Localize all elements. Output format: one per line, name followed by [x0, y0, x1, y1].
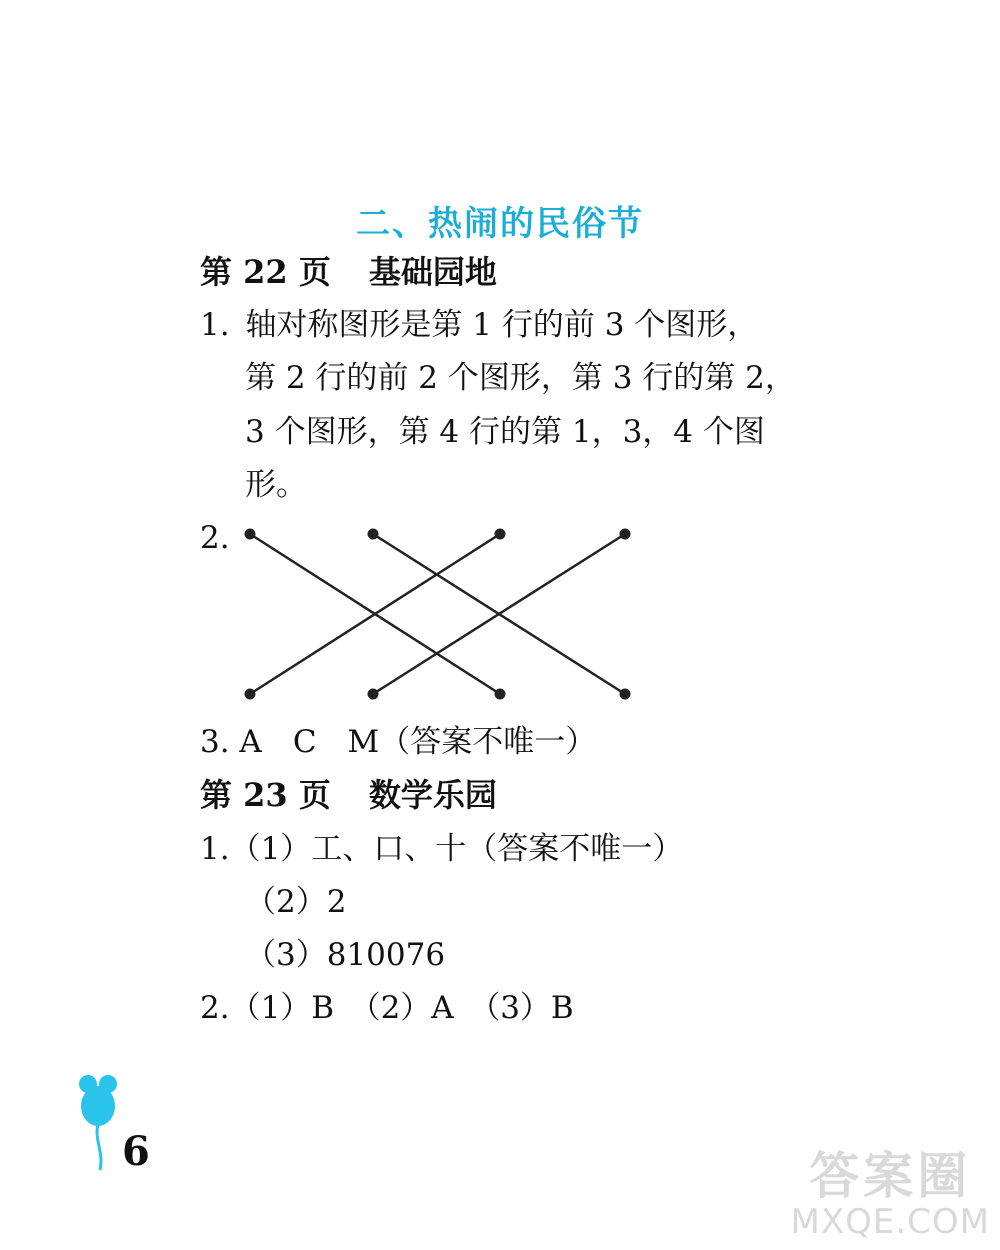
page23-heading-title: 数学乐园: [368, 776, 497, 814]
bottom-dot: [620, 689, 631, 700]
top-dot: [245, 529, 256, 540]
page23-heading: [200, 775, 497, 815]
p23-q2: 2.（1）B （2）A （3）B: [200, 990, 574, 1026]
top-dot: [620, 529, 631, 540]
top-dot: [368, 529, 379, 540]
q1-line-1: [200, 305, 758, 345]
bottom-dot: [368, 689, 379, 700]
mascot-icon: [74, 1070, 124, 1180]
q3-answer: 3. A C M（答案不唯一）: [200, 724, 597, 760]
watermark-bottom: MXQE.COM: [790, 1202, 990, 1242]
q1-label: 1.: [200, 307, 230, 343]
q1-line-4: 形。: [245, 467, 307, 503]
bottom-dot: [495, 689, 506, 700]
matching-diagram: [230, 520, 650, 710]
section-title: 二、热闹的民俗节: [356, 204, 644, 244]
watermark: [790, 1136, 990, 1242]
page22-heading: [200, 252, 497, 292]
q1-line-2: 第 2 行的前 2 个图形，第 3 行的第 2，: [245, 360, 796, 396]
watermark-top: 答案圈: [809, 1147, 972, 1205]
top-dot: [495, 529, 506, 540]
page22-heading-title: 基础园地: [368, 253, 497, 291]
p23-q1-part1: 1.（1）工、口、十（答案不唯一）: [200, 831, 684, 867]
page-number: 6: [122, 1128, 150, 1175]
p23-q1-part3: （3）810076: [245, 937, 446, 973]
bottom-dot: [245, 689, 256, 700]
q1-line-3: 3 个图形，第 4 行的第 1，3，4 个图: [245, 414, 765, 450]
q1-text-1: 轴对称图形是第 1 行的前 3 个图形，: [245, 307, 759, 343]
q2-label: 2.: [200, 520, 230, 556]
page23-heading-page: 第 23 页: [200, 776, 331, 814]
p23-q1-part2: （2）2: [245, 884, 347, 920]
page22-heading-page: 第 22 页: [200, 253, 331, 291]
